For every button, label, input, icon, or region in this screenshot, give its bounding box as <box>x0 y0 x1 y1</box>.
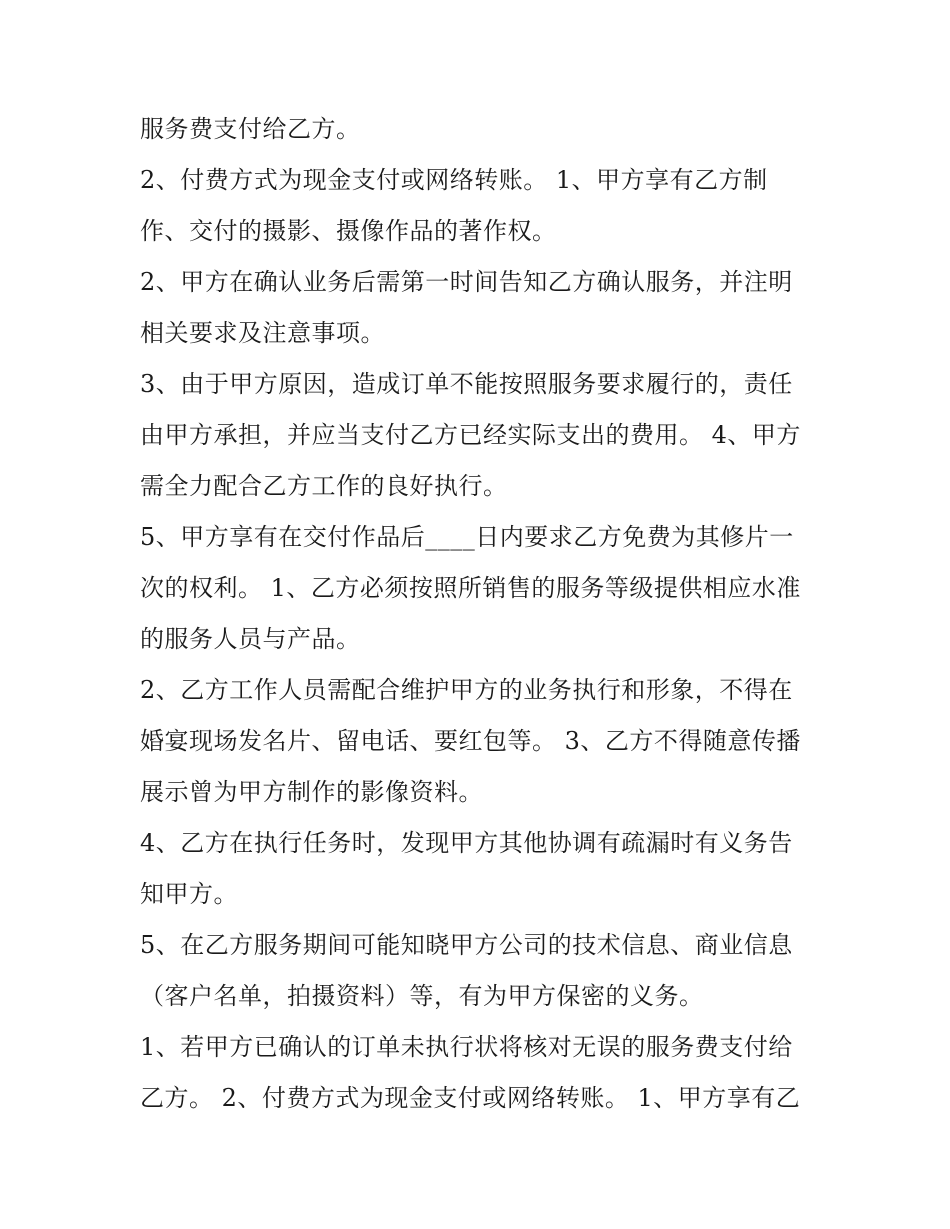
text-line: 2、付费方式为现金支付或网络转账。 1、甲方享有乙方制 <box>140 166 768 194</box>
text-line: 相关要求及注意事项。 <box>140 319 385 347</box>
text-line: 5、甲方享有在交付作品后____日内要求乙方免费为其修片一 <box>140 523 794 551</box>
text-line: 需全力配合乙方工作的良好执行。 <box>140 472 508 500</box>
text-line: 3、由于甲方原因，造成订单不能按照服务要求履行的，责任 <box>140 370 793 398</box>
text-line: 作、交付的摄影、摄像作品的著作权。 <box>140 217 557 245</box>
text-line: 乙方。 2、付费方式为现金支付或网络转账。 1、甲方享有乙 <box>140 1084 801 1112</box>
text-line: 知甲方。 <box>140 880 238 908</box>
text-line: 4、乙方在执行任务时，发现甲方其他协调有疏漏时有义务告 <box>140 829 793 857</box>
text-line: 2、乙方工作人员需配合维护甲方的业务执行和形象，不得在 <box>140 676 793 704</box>
text-line: 展示曾为甲方制作的影像资料。 <box>140 778 483 806</box>
text-line: 1、若甲方已确认的订单未执行状将核对无误的服务费支付给 <box>140 1033 793 1061</box>
text-line: 的服务人员与产品。 <box>140 625 361 653</box>
text-line: 2、甲方在确认业务后需第一时间告知乙方确认服务，并注明 <box>140 268 793 296</box>
text-line: 由甲方承担，并应当支付乙方已经实际支出的费用。 4、甲方 <box>140 421 801 449</box>
text-line: 次的权利。 1、乙方必须按照所销售的服务等级提供相应水准 <box>140 574 801 602</box>
text-line: 婚宴现场发名片、留电话、要红包等。 3、乙方不得随意传播 <box>140 727 801 755</box>
text-line: （客户名单，拍摄资料）等，有为甲方保密的义务。 <box>140 982 704 1010</box>
text-line: 服务费支付给乙方。 <box>140 115 361 143</box>
text-line: 5、在乙方服务期间可能知晓甲方公司的技术信息、商业信息 <box>140 931 793 959</box>
contract-text <box>140 104 820 1124</box>
